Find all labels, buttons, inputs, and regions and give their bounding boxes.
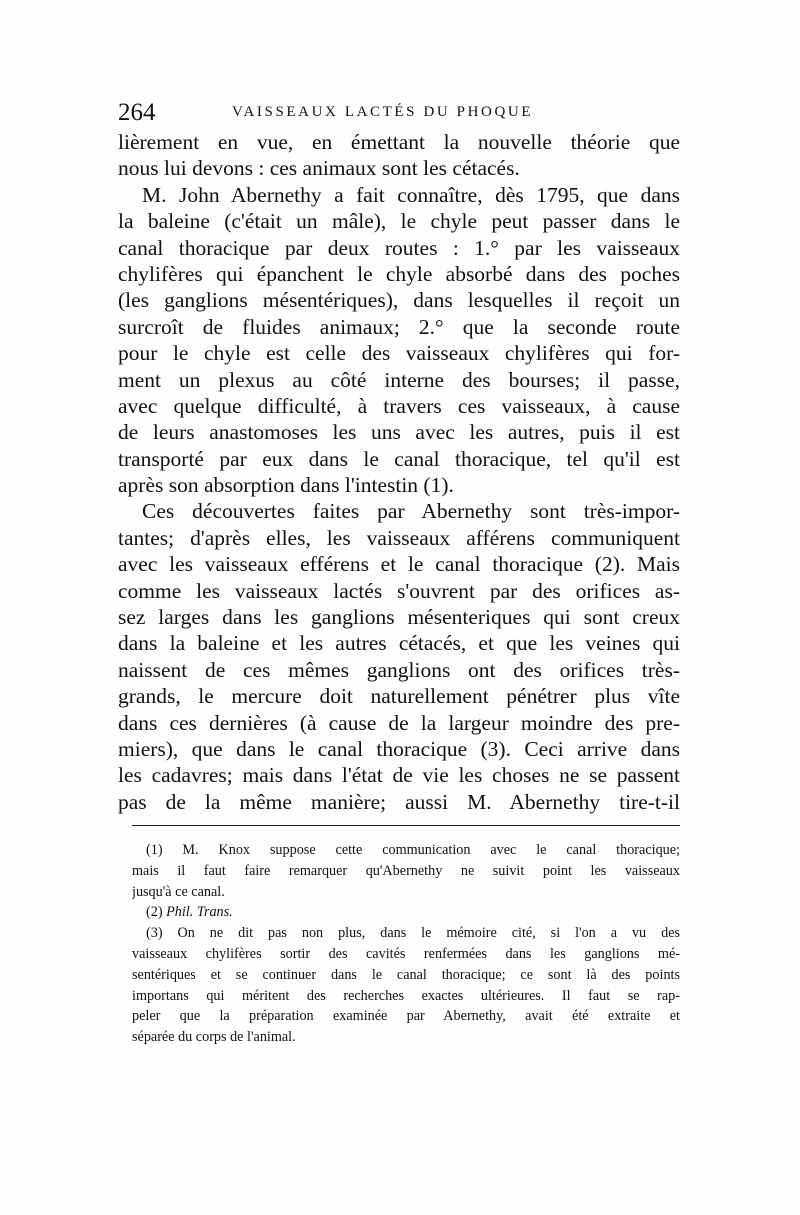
- footnote-citation: Phil. Trans.: [166, 904, 233, 921]
- text-line: surcroît de fluides animaux; 2.° que la seconde route: [118, 314, 680, 339]
- text-line: tantes; d'après elles, les vaisseaux afférens communiquent: [118, 525, 680, 550]
- footnote-line: peler que la préparation examinée par Abernethy, avait été extraite et: [132, 1008, 680, 1025]
- page-number: 264: [118, 99, 156, 126]
- text-line: pas de la même manière; aussi M. Abernethy tire-t-il: [118, 789, 680, 814]
- footnote-divider: [132, 825, 680, 826]
- text-line: sez larges dans les ganglions mésenteriques qui sont creux: [118, 605, 680, 630]
- text-line: M. John Abernethy a fait connaître, dès 1795, que dans: [142, 182, 680, 207]
- footnote-line: importans qui méritent des recherches exactes ultérieures. Il faut se rap-: [132, 987, 680, 1004]
- text-line: les cadavres; mais dans l'état de vie les choses ne se passent: [118, 763, 680, 788]
- footnotes: [132, 840, 680, 1048]
- footnote-line: séparée du corps de l'animal.: [132, 1029, 296, 1046]
- text-line: miers), que dans le canal thoracique (3). Ceci arrive dans: [118, 736, 680, 761]
- text-line: lièrement en vue, en émettant la nouvelle théorie que: [118, 130, 680, 154]
- page-header: [118, 98, 688, 128]
- text-line: chylifères qui épanchent le chyle absorbé dans des poches: [118, 261, 680, 286]
- text-line: transporté par eux dans le canal thoracique, tel qu'il est: [118, 446, 680, 471]
- text-line: la baleine (c'était un mâle), le chyle peut passer dans le: [118, 209, 680, 234]
- text-line: pour le chyle est celle des vaisseaux chylifères qui for-: [118, 341, 680, 366]
- text-line: (les ganglions mésentériques), dans lesquelles il reçoit un: [118, 288, 680, 313]
- text-line: grands, le mercure doit naturellement pénétrer plus vîte: [118, 684, 680, 709]
- footnote-line: jusqu'à ce canal.: [132, 883, 225, 900]
- footnote-2: [132, 902, 680, 923]
- text-line: de leurs anastomoses les uns avec les autres, puis il est: [118, 420, 680, 445]
- footnote-line: sentériques et se continuer dans le canal thoracique; ce sont là des points: [132, 966, 680, 983]
- text-line: après son absorption dans l'intestin (1).: [118, 473, 454, 498]
- text-line: dans ces dernières (à cause de la largeur moindre des pre-: [118, 710, 680, 735]
- footnote-line: vaisseaux chylifères sortir des cavités renfermées dans les ganglions mé-: [132, 945, 680, 962]
- text-line: canal thoracique par deux routes : 1.° par les vaisseaux: [118, 235, 680, 260]
- text-line: comme les vaisseaux lactés s'ouvrent par des orifices as-: [118, 578, 680, 603]
- footnote-line: (1) M. Knox suppose cette communication avec le canal thoracique;: [146, 842, 680, 858]
- footnote-line: mais il faut faire remarquer qu'Abernethy ne suivit point les vaisseaux: [132, 862, 680, 879]
- text-line: avec quelque difficulté, à travers ces vaisseaux, à cause: [118, 393, 680, 418]
- text-line: dans la baleine et les autres cétacés, et que les veines qui: [118, 631, 680, 656]
- text-line: avec les vaisseaux efférens et le canal thoracique (2). Mais: [118, 552, 680, 577]
- running-title: VAISSEAUX LACTÉS DU PHOQUE: [232, 104, 534, 120]
- footnote-line: (3) On ne dit pas non plus, dans le mémoire cité, si l'on a vu des: [146, 925, 680, 942]
- text-line: nous lui devons : ces animaux sont les cétacés.: [118, 156, 520, 181]
- body-text: [118, 129, 680, 815]
- text-line: ment un plexus au côté interne des bourses; il passe,: [118, 367, 680, 392]
- text-line: Ces découvertes faites par Abernethy sont très-impor-: [142, 499, 680, 524]
- text-line: naissent de ces mêmes ganglions ont des orifices très-: [118, 657, 680, 682]
- footnote-number: (2): [146, 904, 163, 921]
